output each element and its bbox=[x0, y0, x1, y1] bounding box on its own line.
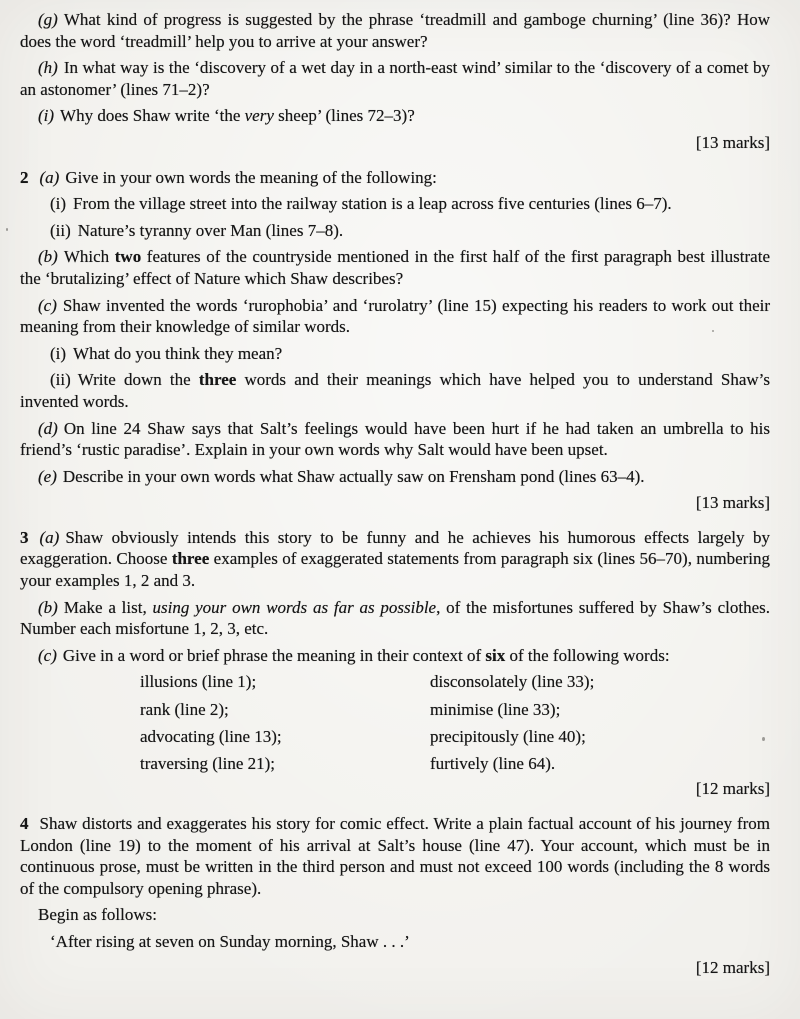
q2-part-a-intro: 2 (a) Give in your own words the meaning of the following: bbox=[20, 167, 437, 187]
q2-part-c: (c) Shaw invented the words ‘rurophobia’ and ‘rurolatry’ (line 15) expecting his readers to work out their meaning from their knowledge of similar words. bbox=[20, 295, 770, 337]
q2-part-c-ii: (ii) Write down the three words and their meanings which have helped you to understand Shaw’s invented words. bbox=[20, 370, 770, 411]
marks-q4: [12 marks] bbox=[695, 958, 770, 978]
marks-q2: [13 marks] bbox=[695, 493, 770, 513]
marks-q3: [12 marks] bbox=[695, 779, 770, 799]
word-item: traversing (line 21); bbox=[140, 753, 276, 773]
q4-opening-phrase: ‘After rising at seven on Sunday morning, Shaw . . .’ bbox=[50, 931, 410, 951]
question-3 bbox=[20, 527, 770, 800]
word-item: rank (line 2); bbox=[140, 699, 229, 719]
q3-part-c: (c) Give in a word or brief phrase the meaning in their context of six of the following words: bbox=[38, 645, 670, 665]
question-part-g: (g) What kind of progress is suggested by the phrase ‘treadmill and gamboge churning’ (line 36)? How does the word ‘treadmill’ help you to arrive at your answer? bbox=[20, 10, 770, 51]
question-1-continuation bbox=[20, 9, 770, 154]
scan-speck bbox=[762, 737, 765, 741]
q2-part-c-i: (i) What do you think they mean? bbox=[50, 343, 283, 363]
word-item: furtively (line 64). bbox=[430, 753, 556, 773]
q4-begin-label: Begin as follows: bbox=[38, 905, 157, 925]
q2-part-a-i: (i) From the village street into the railway station is a leap across five centuries (lines 6–7). bbox=[50, 194, 672, 214]
word-item: precipitously (line 40); bbox=[430, 726, 586, 746]
word-item: advocating (line 13); bbox=[140, 726, 282, 746]
q2-part-d: (d) On line 24 Shaw says that Salt’s feelings would have been hurt if he had taken an umbrella to his friend’s ‘rustic paradise’. Explain in your own words why Salt would have been upset. bbox=[20, 418, 770, 460]
question-4 bbox=[20, 813, 770, 979]
q4-intro: 4 Shaw distorts and exaggerates his story for comic effect. Write a plain factual account of his journey from London (line 19) to the moment of his arrival at Salt’s house (line 47). Your account, which must be in continuous prose, must be written in the third person and must not exceed 100 words (including the 8 words of the compulsory opening phrase). bbox=[20, 813, 770, 898]
q2-part-e: (e) Describe in your own words what Shaw actually saw on Frensham pond (lines 63–4). bbox=[38, 466, 645, 486]
scan-speck bbox=[712, 330, 714, 332]
question-part-h: (h) In what way is the ‘discovery of a wet day in a north-east wind’ similar to the ‘discovery of a comet by an astonomer’ (lines 71–2)? bbox=[20, 58, 770, 99]
question-part-i: (i) Why does Shaw write ‘the very sheep’ (lines 72–3)? bbox=[38, 106, 415, 126]
vocabulary-word-list bbox=[140, 671, 770, 774]
scan-speck bbox=[6, 228, 8, 231]
q3-part-a-intro: 3 (a) Shaw obviously intends this story to be funny and he achieves his humorous effects largely by exaggeration. Choose three examples of exaggerated statements from paragraph six (lines 56–70), numbering your examples 1, 2 and 3. bbox=[20, 527, 770, 591]
word-item: illusions (line 1); bbox=[140, 672, 257, 692]
word-item: minimise (line 33); bbox=[430, 699, 561, 719]
marks-q1: [13 marks] bbox=[695, 132, 770, 152]
question-2 bbox=[20, 167, 770, 514]
word-item: disconsolately (line 33); bbox=[430, 672, 595, 692]
q2-part-a-ii: (ii) Nature’s tyranny over Man (lines 7–8). bbox=[50, 220, 344, 240]
q2-part-b: (b) Which two features of the countryside mentioned in the first half of the first paragraph best illustrate the ‘brutalizing’ effect of Nature which Shaw describes? bbox=[20, 247, 770, 288]
q3-part-b: (b) Make a list, using your own words as far as possible, of the misfortunes suffered by Shaw’s clothes. Number each misfortune 1, 2, 3, etc. bbox=[20, 597, 770, 639]
